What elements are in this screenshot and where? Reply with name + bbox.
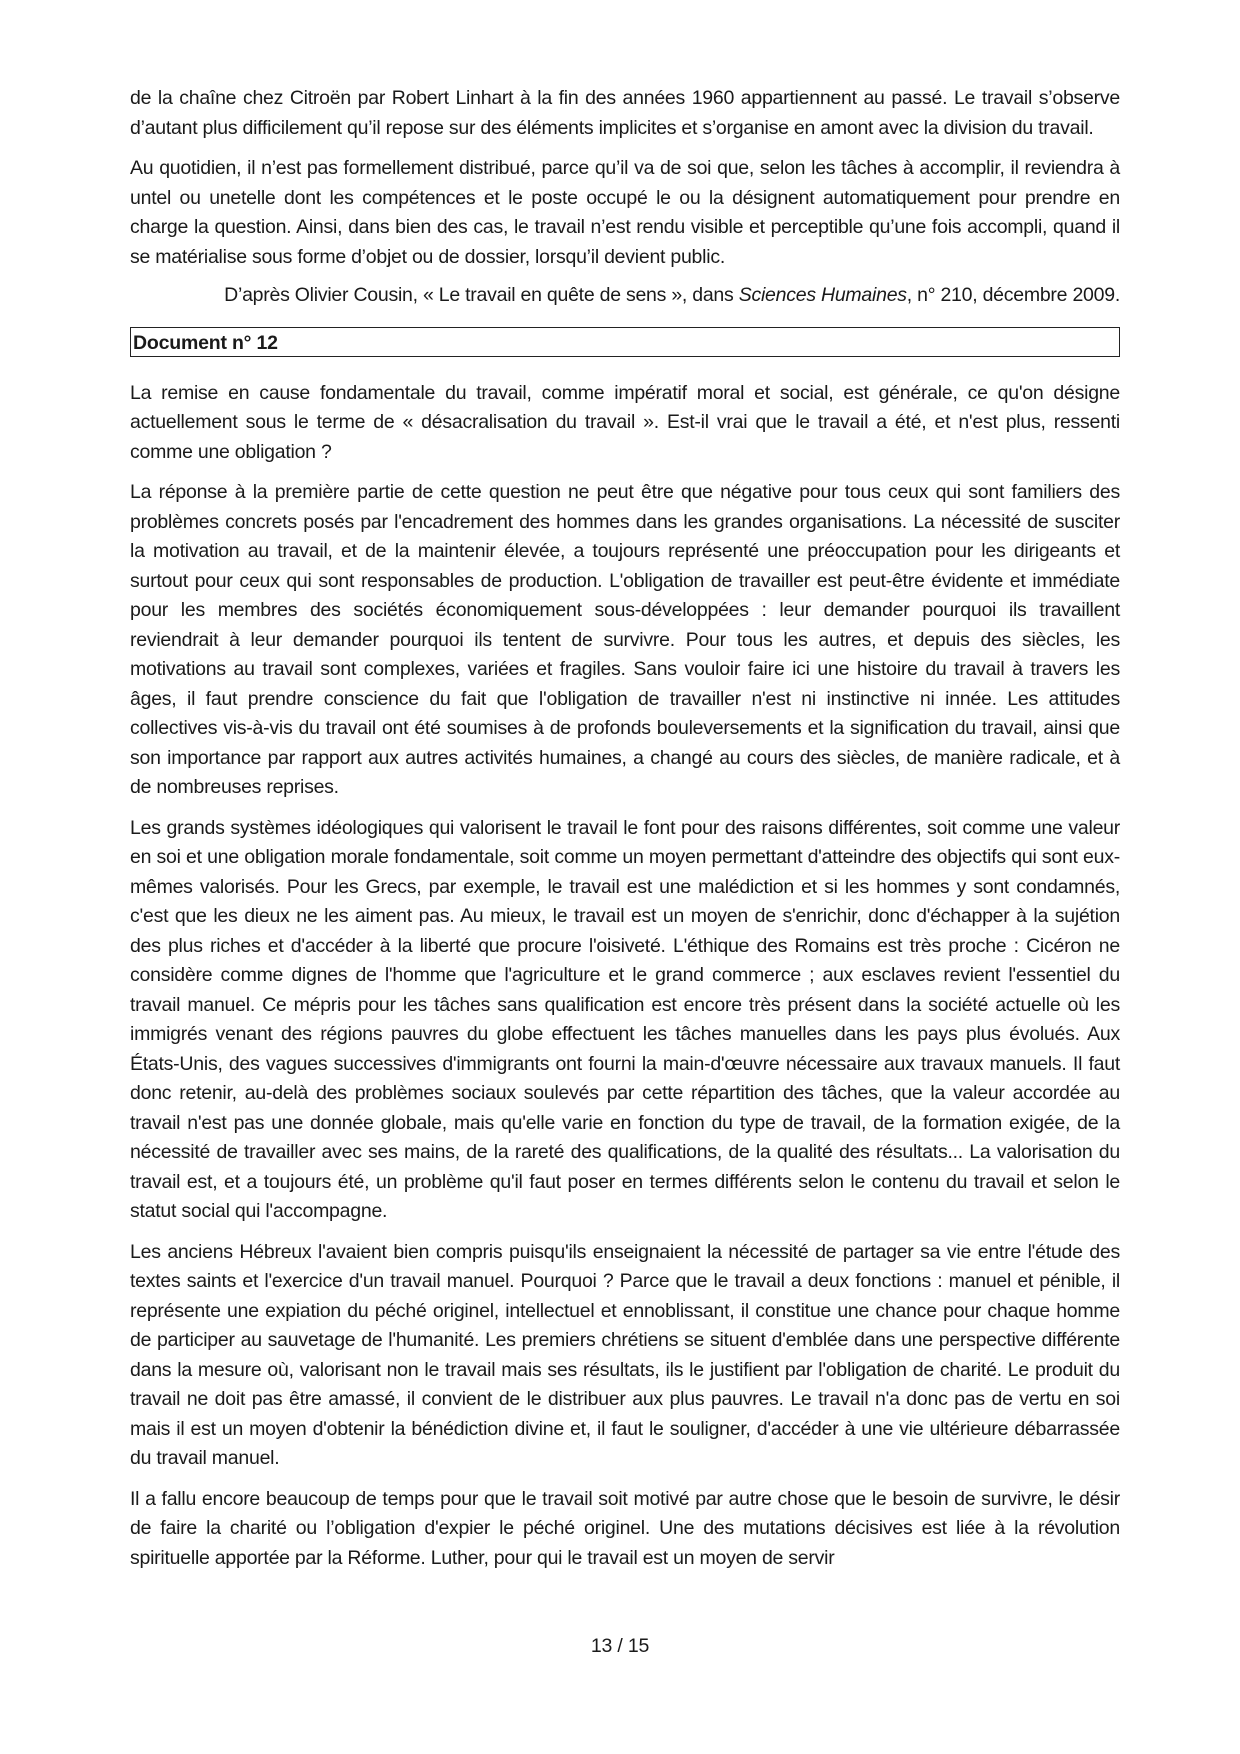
doc12-paragraph: La réponse à la première partie de cette question ne peut être que négative pour tous ceux qui sont familiers des problèmes concrets posés par l'encadrement des hommes dans les grandes organisations. La nécessité de susciter la motivation au travail, et de la maintenir élevée, a toujours représenté une préoccupation pour les dirigeants et surtout pour ceux qui sont responsables de production. L'obligation de travailler est peut-être évidente et immédiate pour les membres des sociétés économiquement sous-développées : leur demander pourquoi ils travaillent reviendrait à leur demander pourquoi ils tentent de survivre. Pour tous les autres, et depuis des siècles, les motivations au travail sont complexes, variées et fragiles. Sans vouloir faire ici une histoire du travail à travers les âges, il faut prendre conscience du fait que l'obligation de travailler n'est ni instinctive ni innée. Les attitudes collectives vis-à-vis du travail ont été soumises à de profonds bouleversements et la signification du travail, ainsi que son importance par rapport aux autres activités humaines, a changé au cours des siècles, de manière radicale, et à de nombreuses reprises. — [130, 481, 1120, 798]
doc12-body — [130, 379, 1120, 1574]
doc12-paragraph: Les grands systèmes idéologiques qui valorisent le travail le font pour des raisons différentes, soit comme une valeur en soi et une obligation morale fondamentale, soit comme un moyen permettant d'atteindre des objectifs qui sont eux-mêmes valorisés. Pour les Grecs, par exemple, le travail est une malédiction et si les hommes y sont condamnés, c'est que les dieux ne les aiment pas. Au mieux, le travail est un moyen de s'enrichir, donc d'échapper à la sujétion des plus riches et d'accéder à la liberté que procure l'oisiveté. L'éthique des Romains est très proche : Cicéron ne considère comme dignes de l'homme que l'agriculture et le grand commerce ; aux esclaves revient l'essentiel du travail manuel. Ce mépris pour les tâches sans qualification est encore très présent dans la société actuelle où les immigrés venant des régions pauvres du globe effectuent les tâches manuelles dans les pays plus évolués. Aux États-Unis, des vagues successives d'immigrants ont fourni la main-d'œuvre nécessaire aux travaux manuels. Il faut donc retenir, au-delà des problèmes sociaux soulevés par cette répartition des tâches, que la valeur accordée au travail n'est pas une donnée globale, mais qu'elle varie en fonction du type de travail, de la formation exigée, de la nécessité de travailler avec ses mains, de la rareté des qualifications, de la qualité des résultats... La valorisation du travail est, et a toujours été, un problème qu'il faut poser en termes différents selon le contenu du travail et selon le statut social qui l'accompagne. — [130, 816, 1120, 1222]
page-content — [130, 84, 1120, 1573]
doc11-source-citation — [130, 281, 1120, 311]
doc12-paragraph: Les anciens Hébreux l'avaient bien compris puisqu'ils enseignaient la nécessité de partager sa vie entre l'étude des textes saints et l'exercice d'un travail manuel. Pourquoi ? Parce que le travail a deux fonctions : manuel et pénible, il représente une expiation du péché originel, intellectuel et ennoblissant, il constitue une chance pour chaque homme de participer au sauvetage de l'humanité. Les premiers chrétiens se situent d'emblée dans une perspective différente dans la mesure où, valorisant non le travail mais ses résultats, ils le justifient par l'obligation de charité. Le produit du travail ne doit pas être amassé, il convient de le distribuer aux plus pauvres. Le travail n'a donc pas de vertu en soi mais il est un moyen d'obtenir la bénédiction divine et, il faut le souligner, d'accéder à une vie ultérieure débarrassée du travail manuel. — [130, 1240, 1120, 1469]
source-prefix: D’après Olivier Cousin, « Le travail en quête de sens », dans — [224, 284, 739, 306]
document-header: Document n° 12 — [130, 327, 1120, 357]
doc11-paragraph: de la chaîne chez Citroën par Robert Linhart à la fin des années 1960 appartiennent au passé. Le travail s’observe d’autant plus difficilement qu’il repose sur des éléments implicites et s’organise en amont avec la division du travail. — [130, 87, 1120, 139]
source-suffix: , n° 210, décembre 2009. — [906, 284, 1120, 306]
page-number: 13 / 15 — [590, 1635, 650, 1657]
source-journal: Sciences Humaines — [738, 284, 907, 306]
doc12-paragraph: La remise en cause fondamentale du travail, comme impératif moral et social, est générale, ce qu'on désigne actuellement sous le terme de « désacralisation du travail ». Est-il vrai que le travail a été, et n'est plus, ressenti comme une obligation ? — [130, 381, 1120, 463]
doc12-paragraph: Il a fallu encore beaucoup de temps pour que le travail soit motivé par autre chose que le besoin de survivre, le désir de faire la charité ou l’obligation d'expier le péché originel. Une des mutations décisives est liée à la révolution spirituelle apportée par la Réforme. Luther, pour qui le travail est un moyen de servir — [130, 1487, 1120, 1569]
doc11-paragraph: Au quotidien, il n’est pas formellement distribué, parce qu’il va de soi que, selon les tâches à accomplir, il reviendra à untel ou unetelle dont les compétences et le poste occupé le ou la désignent automatiquement pour prendre en charge la question. Ainsi, dans bien des cas, le travail n’est rendu visible et perceptible qu’une fois accompli, quand il se matérialise sous forme d’objet ou de dossier, lorsqu’il devient public. — [130, 157, 1120, 268]
